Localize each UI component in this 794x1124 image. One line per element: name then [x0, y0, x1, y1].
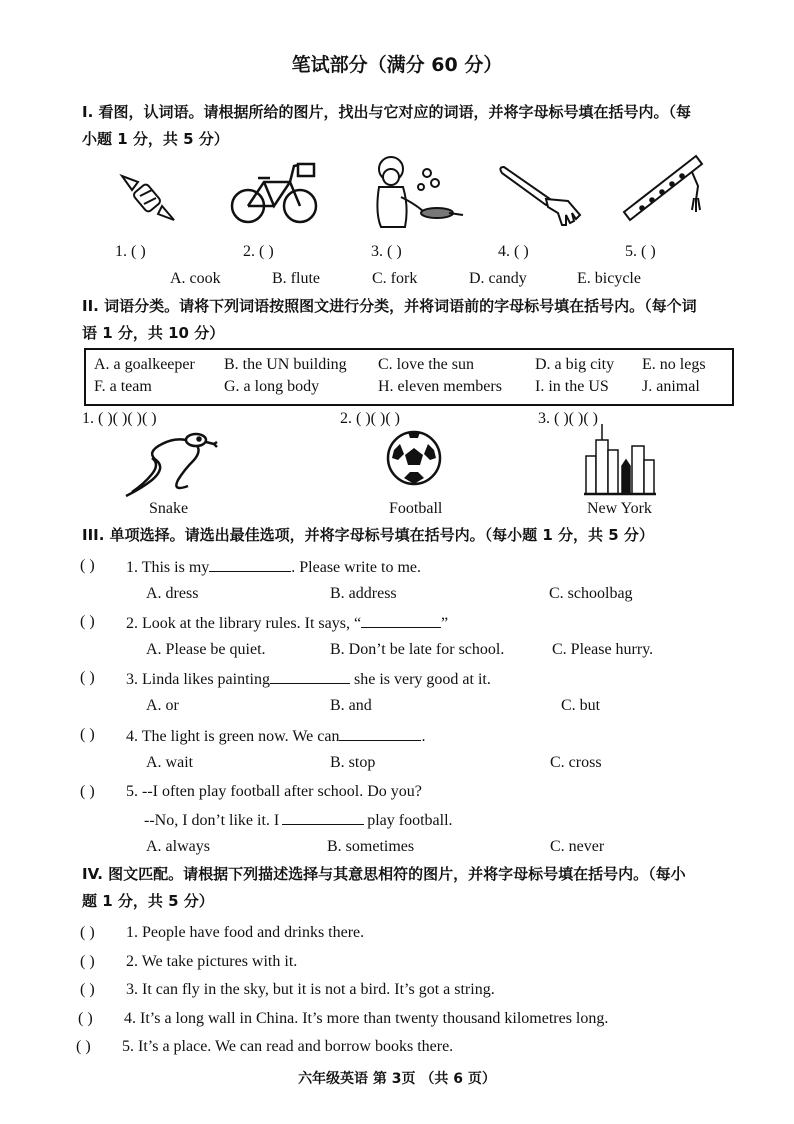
q4-answer-paren[interactable]: ( )	[80, 726, 95, 743]
cook-icon	[365, 153, 465, 231]
q5-answer-paren[interactable]: ( )	[80, 783, 95, 800]
iv-2-text: 2. We take pictures with it.	[126, 953, 298, 970]
q3-text: 3. Linda likes painting	[126, 671, 270, 688]
word-i: I. in the US	[535, 378, 609, 395]
q2-answer-paren[interactable]: ( )	[80, 613, 95, 630]
word-f: F. a team	[94, 378, 152, 395]
caption-snake: Snake	[149, 500, 189, 517]
q1-option-c: C. schoolbag	[549, 585, 633, 602]
q2-option-b: B. Don’t be late for school.	[330, 641, 505, 658]
section-3-instruction: III. 单项选择。请选出最佳选项，并将字母标号填在括号内。（每小题 1 分，共 5 分）	[82, 526, 654, 544]
q2-option-a: A. Please be quiet.	[146, 641, 266, 658]
q1-answer-paren[interactable]: ( )	[80, 557, 95, 574]
word-e: E. no legs	[642, 356, 706, 373]
word-g: G. a long body	[224, 378, 320, 395]
iv-5-answer-paren[interactable]: ( )	[76, 1038, 91, 1055]
q1-text-end: . Please write to me.	[291, 559, 422, 576]
iv-4-text: 4. It’s a long wall in China. It’s more than twenty thousand kilometres long.	[124, 1010, 609, 1027]
q1-text: 1. This is my	[126, 559, 210, 576]
q5-blank[interactable]	[282, 810, 364, 825]
answer-4[interactable]: 4. ( )	[498, 243, 529, 260]
q2-option-c: C. Please hurry.	[552, 641, 654, 658]
caption-new-york: New York	[587, 500, 652, 517]
page-title: 笔试部分（满分 60 分）	[291, 54, 503, 76]
q5-text: 5. --I often play football after school. Do you?	[126, 783, 422, 800]
answer-2[interactable]: 2. ( )	[243, 243, 274, 260]
q3-option-a: A. or	[146, 697, 179, 714]
q2-text-end: ”	[441, 615, 449, 632]
word-a: A. a goalkeeper	[94, 356, 195, 373]
q3-option-b: B. and	[330, 697, 372, 714]
q4-text-end: .	[421, 728, 426, 745]
word-c: C. love the sun	[378, 356, 474, 373]
iv-3-text: 3. It can fly in the sky, but it is not a bird. It’s got a string.	[126, 981, 495, 998]
option-c: C. fork	[372, 270, 418, 287]
q5-option-a: A. always	[146, 838, 210, 855]
section-1-instruction: I. 看图，认词语。请根据所给的图片，找出与它对应的词语，并将字母标号填在括号内。（每	[82, 103, 692, 121]
group-2-answers[interactable]: 2. ( )( )( )	[340, 410, 400, 427]
q1-blank[interactable]	[209, 557, 291, 572]
new-york-skyline-icon	[582, 420, 658, 496]
q2-text: 2. Look at the library rules. It says, “	[126, 615, 362, 632]
q1-option-a: A. dress	[146, 585, 199, 602]
word-d: D. a big city	[535, 356, 615, 373]
q3-blank[interactable]	[270, 669, 350, 684]
word-j: J. animal	[642, 378, 700, 395]
option-d: D. candy	[469, 270, 527, 287]
option-b: B. flute	[272, 270, 320, 287]
q4-option-b: B. stop	[330, 754, 376, 771]
q5-option-c: C. never	[550, 838, 605, 855]
iv-3-answer-paren[interactable]: ( )	[80, 981, 95, 998]
iv-5-text: 5. It’s a place. We can read and borrow books there.	[122, 1038, 454, 1055]
iv-2-answer-paren[interactable]: ( )	[80, 953, 95, 970]
football-icon	[386, 430, 442, 486]
q5-text-line2-end: play football.	[367, 812, 453, 829]
word-h: H. eleven members	[378, 378, 502, 395]
section-2-instruction: II. 词语分类。请将下列词语按照图文进行分类，并将词语前的字母标号填在括号内。（每个词	[82, 297, 697, 315]
section-1-instruction-cont: 小题 1 分，共 5 分）	[82, 130, 229, 148]
q1-option-b: B. address	[330, 585, 397, 602]
page-footer: 六年级英语 第 3页 （共 6 页）	[298, 1071, 496, 1087]
section-4-instruction-cont: 题 1 分，共 5 分）	[82, 892, 214, 910]
iv-1-text: 1. People have food and drinks there.	[126, 924, 365, 941]
iv-4-answer-paren[interactable]: ( )	[78, 1010, 93, 1027]
q3-text-end: she is very good at it.	[353, 671, 491, 688]
iv-1-answer-paren[interactable]: ( )	[80, 924, 95, 941]
answer-5[interactable]: 5. ( )	[625, 243, 656, 260]
q4-option-a: A. wait	[146, 754, 194, 771]
q3-answer-paren[interactable]: ( )	[80, 669, 95, 686]
word-b: B. the UN building	[224, 356, 347, 373]
group-3-answers[interactable]: 3. ( )( )( )	[538, 410, 598, 427]
option-a: A. cook	[170, 270, 221, 287]
q2-blank[interactable]	[361, 613, 441, 628]
q4-blank[interactable]	[339, 726, 421, 741]
q5-option-b: B. sometimes	[327, 838, 415, 855]
q4-option-c: C. cross	[550, 754, 602, 771]
bicycle-icon	[228, 158, 320, 226]
flute-icon	[622, 150, 712, 226]
q4-text: 4. The light is green now. We can	[126, 728, 340, 745]
q5-text-line2: --No, I don’t like it. I	[144, 812, 280, 829]
snake-icon	[122, 430, 218, 500]
section-4-instruction: IV. 图文匹配。请根据下列描述选择与其意思相符的图片，并将字母标号填在括号内。（每小	[82, 865, 686, 883]
answer-1[interactable]: 1. ( )	[115, 243, 146, 260]
group-1-answers[interactable]: 1. ( )( )( )( )	[82, 410, 157, 427]
caption-football: Football	[389, 500, 443, 517]
candy-icon	[118, 168, 178, 228]
q3-option-c: C. but	[561, 697, 601, 714]
answer-3[interactable]: 3. ( )	[371, 243, 402, 260]
option-e: E. bicycle	[577, 270, 641, 287]
fork-icon	[498, 163, 584, 229]
section-2-instruction-cont: 语 1 分，共 10 分）	[82, 324, 225, 342]
